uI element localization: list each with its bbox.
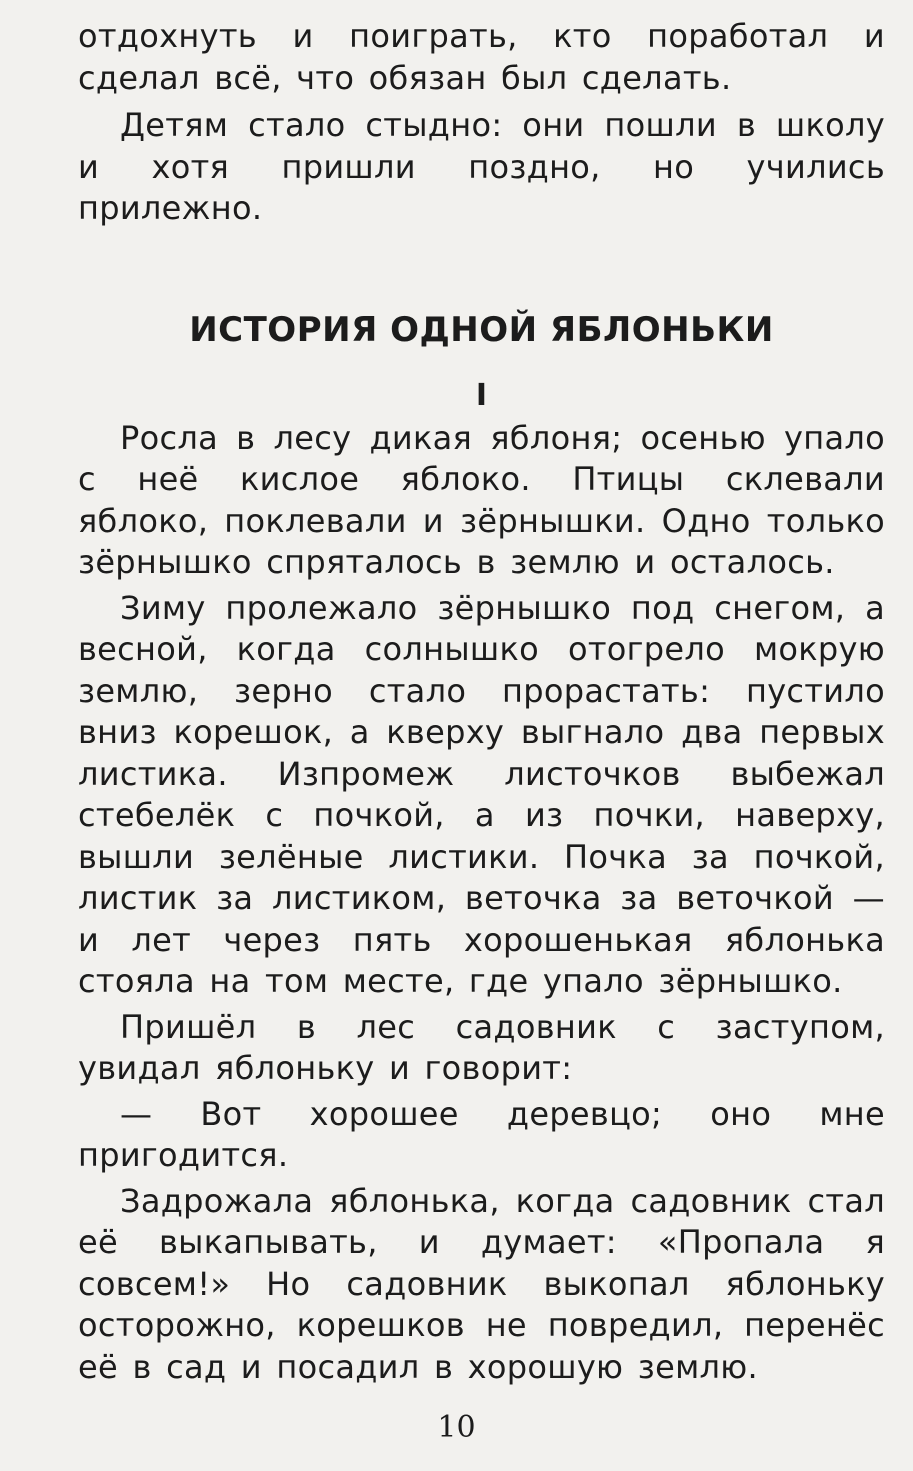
story-paragraph: Задрожала яблонька, когда садовник стал её выкапывать, и думает: «Пропала я совсем!» Но садовник выкопал яблоньку осторожно, корешков не повредил, перенёс её в сад и посадил в хорошую землю. bbox=[78, 1181, 885, 1386]
story-body bbox=[78, 418, 885, 1389]
dialogue-line: — Вот хорошее деревцо; оно мне пригодится. bbox=[78, 1094, 885, 1174]
page-number: 10 bbox=[437, 1410, 476, 1445]
intro-paragraph-continued: отдохнуть и поиграть, кто поработал и сделал всё, что обязан был сделать. bbox=[78, 17, 885, 97]
story-paragraph: Пришёл в лес садовник с заступом, увидал яблоньку и говорит: bbox=[78, 1007, 885, 1087]
chapter-number: I bbox=[475, 377, 488, 413]
story-title: ИСТОРИЯ ОДНОЙ ЯБЛОНЬКИ bbox=[189, 309, 774, 350]
story-paragraph: Росла в лесу дикая яблоня; осенью упало с неё кислое яблоко. Птицы склевали яблоко, поклевали и зёрнышки. Одно только зёрнышко спряталось в землю и осталось. bbox=[78, 418, 885, 581]
story-paragraph: Зиму пролежало зёрнышко под снегом, а весной, когда солнышко отогрело мокрую землю, зерно стало прорастать: пустило вниз корешок, а кверху выгнало два первых листика. Изпромеж листочков выбежал стебелёк с почкой, а из почки, наверху, вышли зелёные листики. Почка за почкой, листик за листиком, веточка за веточкой — и лет через пять хорошенькая яблонька стояла на том месте, где упало зёрнышко. bbox=[78, 588, 885, 1000]
intro-paragraph: Детям стало стыдно: они пошли в школу и хотя пришли поздно, но учились прилежно. bbox=[78, 106, 885, 227]
